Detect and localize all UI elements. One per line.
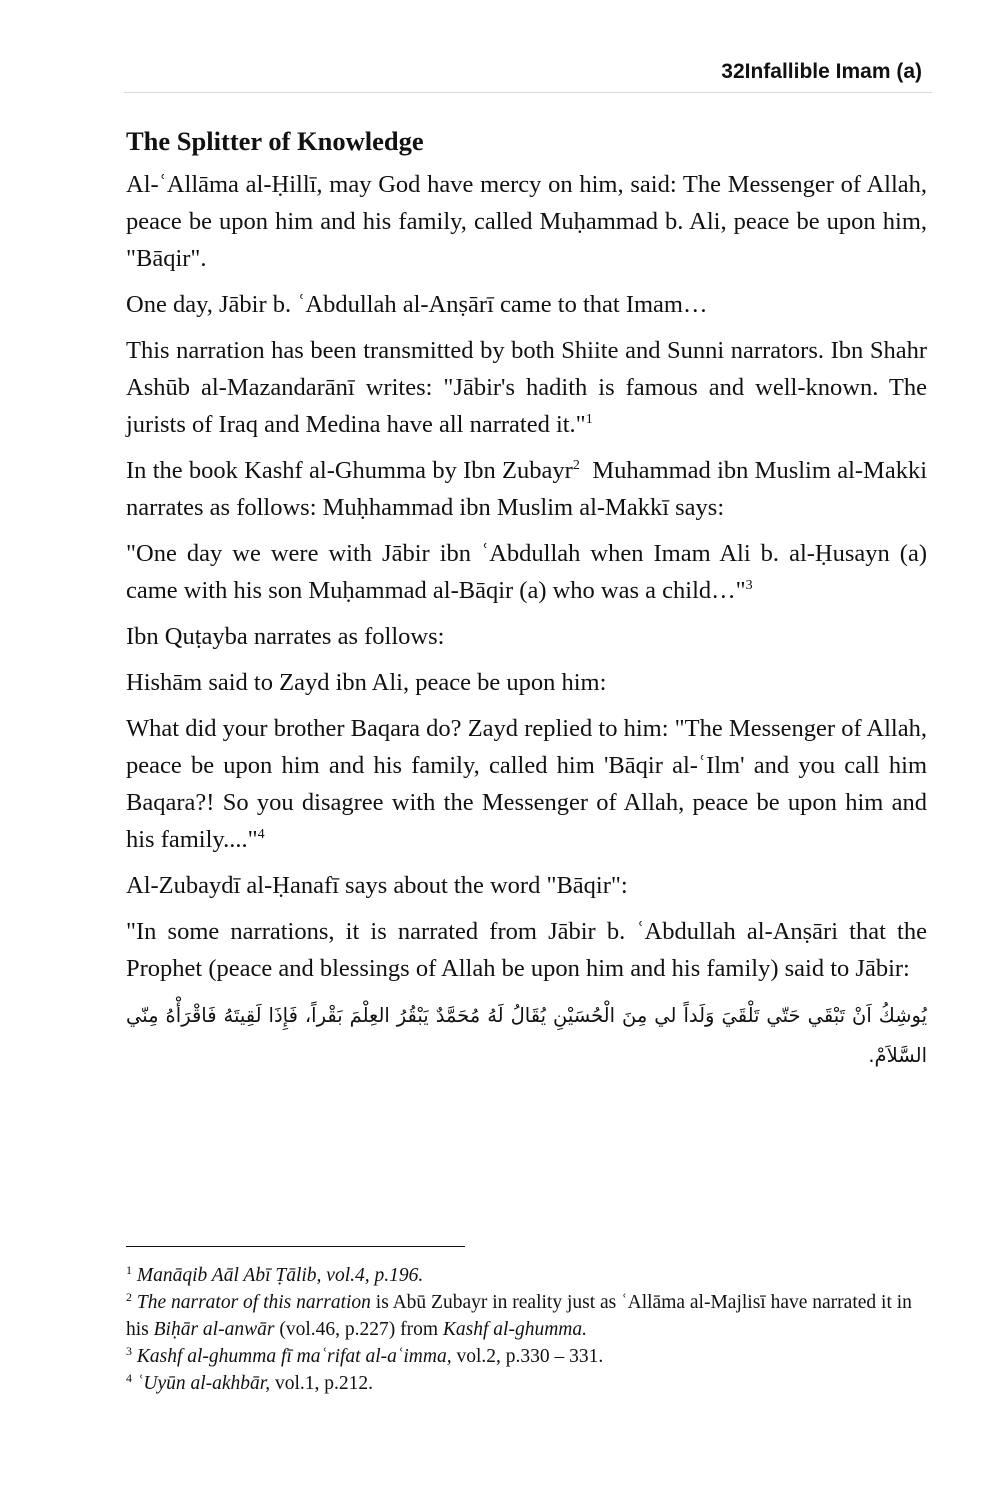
- paragraph-4: In the book Kashf al-Ghumma by Ibn Zubayr$^2$ Muhammad ibn Muslim al-Makki narrates as follows: Muḥhammad ibn Muslim al-Makkī says:: [126, 457, 928, 521]
- footnote-1: $^1$ Manāqib Aāl Abī Ṭālib, vol.4, p.196.: [126, 1263, 424, 1286]
- paragraph-2: One day, Jābir b. ʿAbdullah al-Anṣārī came to that Imam…: [126, 291, 708, 318]
- footnote-ref-3[interactable]: 3: [745, 578, 753, 593]
- paragraph-7: Hishām said to Zayd ibn Ali, peace be upon him:: [126, 669, 607, 696]
- page-header: [124, 58, 932, 93]
- paragraph-3: This narration has been transmitted by both Shiite and Sunni narrators. Ibn Shahr Ashūb al-Mazandarānī writes: "Jābir's hadith is famous and well-known. The jurists of Iraq and Medina have all narrated it."$^1$: [126, 337, 927, 438]
- footnote-ref-2[interactable]: 2: [572, 458, 580, 473]
- footnote-3: $^3$ Kashf al-ghumma fī maʿrifat al-aʿimma, vol.2, p.330 – 331.: [126, 1344, 604, 1367]
- footnote-separator: [126, 1246, 465, 1247]
- paragraph-1: Al-ʿAllāma al-Ḥillī, may God have mercy on him, said: The Messenger of Allah, peace be upon him and his family, called Muḥammad b. Ali, peace be upon him, "Bāqir".: [126, 171, 927, 272]
- footnote-ref-4[interactable]: 4: [257, 827, 265, 842]
- paragraph-9: Al-Zubaydī al-Ḥanafī says about the word "Bāqir":: [126, 872, 628, 899]
- paragraph-6: Ibn Quṭayba narrates as follows:: [126, 623, 445, 650]
- paragraph-10: "In some narrations, it is narrated from Jābir b. ʿAbdullah al-Anṣāri that the Prophet (peace and blessings of Allah be upon him and his family) said to Jābir:: [126, 918, 927, 982]
- paragraph-8: What did your brother Baqara do? Zayd replied to him: "The Messenger of Allah, peace be upon him and his family, called him 'Bāqir al-ʿIlm' and you call him Baqara?! So you disagree with the Messenger of Allah, peace be upon him and his family...."$^4$: [126, 715, 927, 853]
- footnotes: [126, 1262, 927, 1397]
- footnote-2: $^2$ The narrator of this narration is Abū Zubayr in reality just as ʿAllāma al-Majlisī have narrated it in his Biḥār al-anwār (vol.46, p.227) from Kashf al-ghumma.: [126, 1290, 912, 1340]
- footnote-4: $^4$ ʿUyūn al-akhbār, vol.1, p.212.: [126, 1371, 374, 1394]
- paragraph-5: "One day we were with Jābir ibn ʿAbdullah when Imam Ali b. al-Ḥusayn (a) came with his son Muḥammad al-Bāqir (a) who was a child…"$^3$: [126, 540, 927, 604]
- running-header: 32Infallible Imam (a): [721, 60, 922, 83]
- section-title: The Splitter of Knowledge: [126, 126, 424, 156]
- arabic-quote: يُوشِكُ اَنْ تَبْقَي حَتّي تَلْقَيَ وَلَداً لي مِنَ الْحُسَيْنِ يُقَالُ لَهُ مُحَمَّدٌ يَبْقُرُ العِلْمَ بَقْراً، فَإِذَا لَقِيتَهُ فَاقْرَأْهُ مِنّي السَّلاَمْ.: [126, 1004, 927, 1067]
- footnote-ref-1[interactable]: 1: [585, 412, 593, 427]
- main-content: [126, 122, 927, 1076]
